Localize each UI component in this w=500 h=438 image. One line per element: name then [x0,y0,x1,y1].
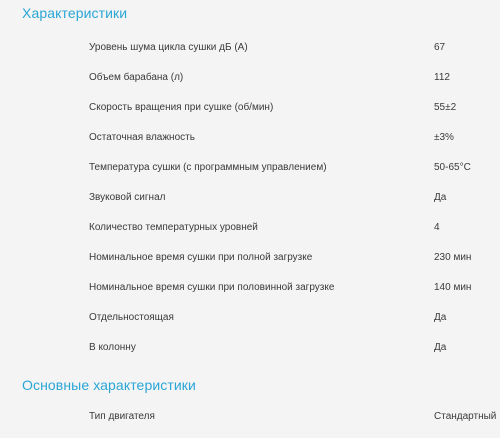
spec-label: Объем барабана (л) [89,72,184,83]
spec-row-stackable [0,333,500,363]
spec-label: Количество температурных уровней [89,222,258,233]
spec-label: В колонну [89,342,136,353]
spec-row-rotation-speed [0,93,500,123]
spec-label: Остаточная влажность [89,132,195,143]
spec-label: Скорость вращения при сушке (об/мин) [89,102,274,113]
spec-value: Да [434,312,447,323]
spec-value: 230 мин [434,252,472,263]
spec-value: ±3% [434,132,454,143]
main-specs-list [0,402,500,432]
spec-label: Отдельностоящая [89,312,174,323]
spec-row-residual-moisture [0,123,500,153]
spec-label: Тип двигателя [89,411,155,422]
spec-row-noise-level [0,33,500,63]
spec-value: 4 [434,222,440,233]
spec-label: Температура сушки (с программным управлением) [89,162,327,173]
spec-value: 55±2 [434,102,457,113]
spec-row-drying-temperature [0,153,500,183]
spec-label: Номинальное время сушки при полной загрузке [89,252,313,263]
spec-label: Звуковой сигнал [89,192,166,203]
spec-value: 140 мин [434,282,472,293]
spec-row-temperature-levels [0,213,500,243]
spec-row-motor-type [0,402,500,432]
spec-value: Да [434,192,447,203]
specs-list [0,33,500,363]
section-title-specs: Характеристики [22,5,128,21]
spec-label: Уровень шума цикла сушки дБ (А) [89,42,248,53]
spec-value: 112 [434,72,450,83]
section-title-main-specs: Основные характеристики [22,377,196,393]
spec-row-drum-volume [0,63,500,93]
spec-value: 50-65°C [434,162,471,173]
spec-value: Стандартный [434,411,497,422]
spec-row-freestanding [0,303,500,333]
spec-row-half-load-time [0,273,500,303]
spec-value: Да [434,342,447,353]
spec-row-full-load-time [0,243,500,273]
spec-label: Номинальное время сушки при половинной загрузке [89,282,335,293]
spec-value: 67 [434,42,446,53]
spec-row-sound-signal [0,183,500,213]
